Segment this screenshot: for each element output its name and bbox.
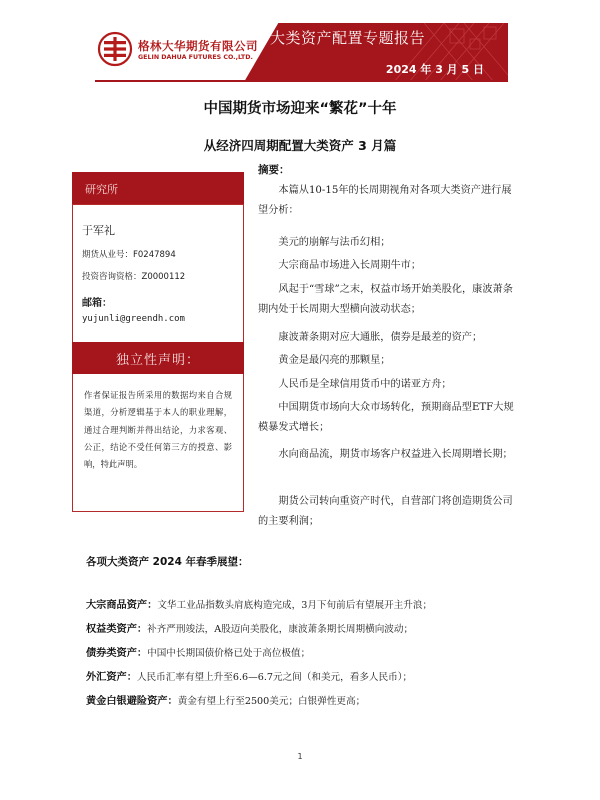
outlook-row xyxy=(86,620,526,635)
abstract-item: 康波萧条期对应大通胀，债券是最差的资产； xyxy=(278,332,483,343)
analyst-email[interactable]: yujunli@greendh.com xyxy=(82,314,185,324)
outlook-row-text: 人民币汇率有望上升至6.6—6.7元之间（和美元，看多人民币）； xyxy=(136,672,413,683)
abstract-item: 中国期货市场向大众市场转化，预期商品型ETF大规模暴发式增长； xyxy=(258,402,514,433)
abstract-intro: 本篇从10-15年的长周期视角对各项大类资产进行展望分析： xyxy=(258,185,512,216)
outlook-row-text: 文华工业品指数头肩底构造完成，3月下旬前后有望展开主升浪； xyxy=(157,600,433,611)
declaration-text: 作者保证报告所采用的数据均来自合规渠道，分析逻辑基于本人的职业理解，通过合理判断并得出结论，力求客观、公正，结论不受任何第三方的授意、影响，特此声明。 xyxy=(84,390,232,470)
abstract-item: 风起于“雪球”之末，权益市场开始美股化，康波萧条期内处于长周期大型横向波动状态； xyxy=(258,284,513,315)
report-date: 2024 年 3 月 5 日 xyxy=(385,63,484,76)
company-logo-icon xyxy=(95,31,135,67)
company-name-cn: 格林大华期货有限公司 xyxy=(138,39,258,53)
outlook-row-text: 中国中长期国债价格已处于高位极值； xyxy=(147,648,311,659)
email-label: 邮箱： xyxy=(82,298,112,309)
company-name-en: GELIN DAHUA FUTURES CO.,LTD. xyxy=(138,54,253,61)
abstract-label: 摘要： xyxy=(258,164,290,176)
declaration-title: 独立性声明： xyxy=(115,353,200,368)
outlook-row-label: 权益类资产： xyxy=(86,624,148,635)
outlook-row-label: 黄金白银避险资产： xyxy=(86,696,178,707)
report-header xyxy=(0,0,600,85)
abstract-item: 期货公司转向重资产时代，自营部门将创造期货公司的主要利润； xyxy=(258,496,513,527)
header-divider xyxy=(95,80,508,82)
abstract-item: 美元的崩解与法币幻相； xyxy=(278,237,391,248)
analyst-consult-qualification: 投资咨询资格：Z0000112 xyxy=(82,272,186,282)
analyst-license: 期货从业号：F0247894 xyxy=(82,250,176,260)
page-number: 1 xyxy=(297,752,303,761)
outlook-row xyxy=(86,692,526,707)
outlook-row-text: 补齐严刑竣法，A股迈向美股化，康波萧条期长周期横向波动； xyxy=(147,624,414,635)
abstract-item: 大宗商品市场进入长周期牛市； xyxy=(278,260,422,271)
outlook-heading: 各项大类资产 2024 年春季展望： xyxy=(86,556,249,568)
abstract-item: 人民币是全球信用货币中的诺亚方舟； xyxy=(278,379,452,390)
abstract-item: 黄金是最闪亮的那颗星； xyxy=(278,355,391,366)
outlook-row-label: 债券类资产： xyxy=(86,648,148,659)
main-title: 中国期货市场迎来“繁花”十年 xyxy=(203,101,397,117)
sidebar-section-label: 研究所 xyxy=(85,183,118,196)
outlook-row xyxy=(86,596,526,611)
outlook-row-label: 大宗商品资产： xyxy=(86,600,158,611)
outlook-row-label: 外汇资产： xyxy=(86,672,137,683)
analyst-name: 于军礼 xyxy=(82,224,115,237)
outlook-row xyxy=(86,644,526,659)
abstract-item: 水向商品流，期货市场客户权益进入长周期增长期； xyxy=(278,449,513,460)
sub-title: 从经济四周期配置大类资产 3 月篇 xyxy=(203,138,397,153)
report-type-title: 大类资产配置专题报告 xyxy=(270,29,426,47)
outlook-row-text: 黄金有望上行至2500美元；白银弹性更高； xyxy=(177,696,366,707)
outlook-row xyxy=(86,668,526,683)
